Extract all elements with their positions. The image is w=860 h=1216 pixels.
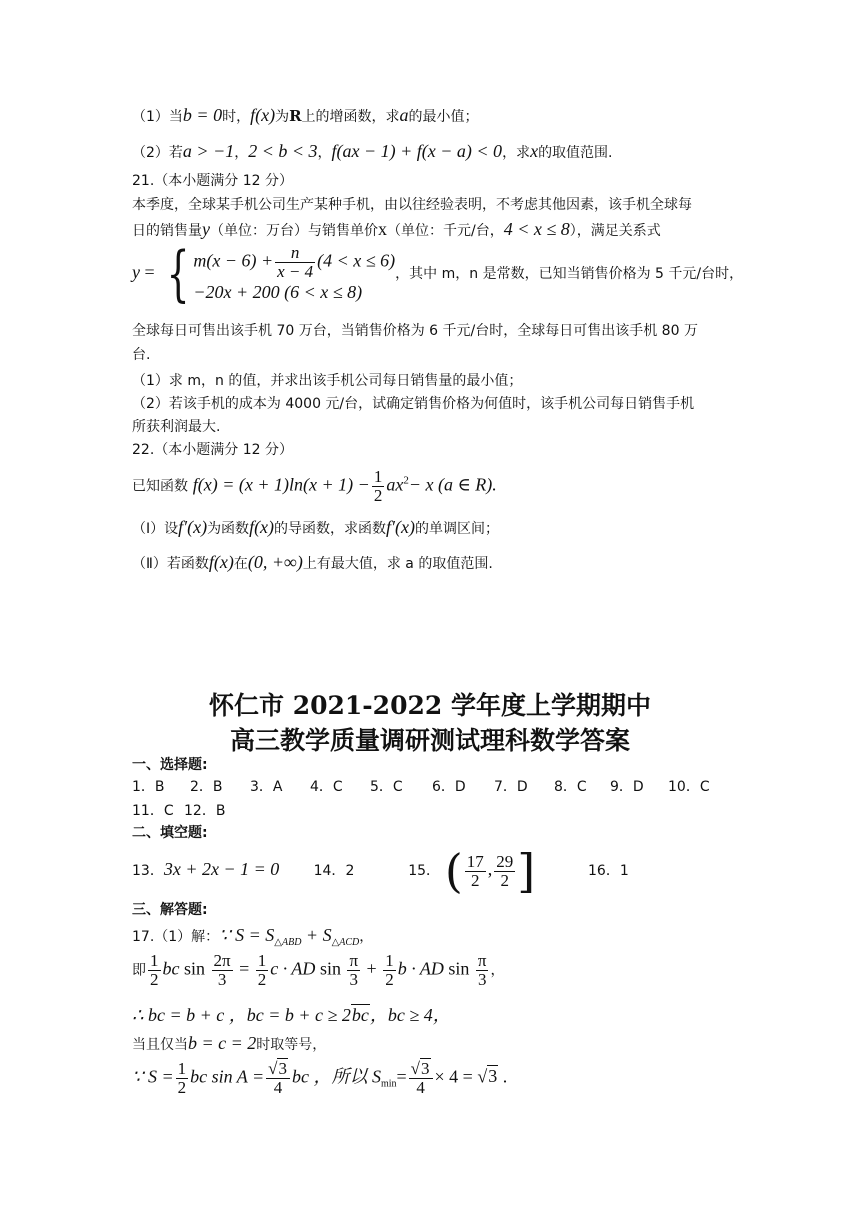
text: 为 [275,109,290,125]
mc-answer: 2．B [190,779,223,795]
half-num: 1 [373,467,383,486]
f16-answer: 1 [619,863,629,879]
q21-p2: 日的销售量y（单位：万台）与销售单价x（单位：千元/台，4 < x ≤ 8），满足关系式 [132,219,661,239]
text: 上有最大值，求 a 的取值范围. [302,556,493,572]
case1-num: n [275,244,315,263]
cond-b: 2 < b < 3 [248,141,318,161]
text: 上的增函数，求 [301,109,400,125]
half-den: 2 [373,485,383,505]
answer-title-2: 高三教学质量调研测试理科数学答案 [229,726,630,755]
section-choice: 一、选择题: [132,757,208,773]
text: 即 [132,962,146,979]
text: 时取等号， [256,1037,327,1053]
mc-answer: 5．C [370,779,403,795]
s17-expr: ∵ S = S [219,925,275,945]
inequality: f(ax − 1) + f(x − a) < 0 [331,141,503,161]
sub-min: min [380,1078,397,1090]
text: （单位：千元/台， [387,223,504,239]
equality-cond: b = c = 2 [188,1033,257,1053]
f15-label: 15． [408,863,441,879]
q22-heading: 22.（本小题满分 12 分） [132,442,293,458]
section-solve: 三、解答题: [132,902,208,918]
q20-part1 [132,106,479,124]
cond-a: a > −1 [182,141,235,161]
case1-expr: m(x − 6) + [193,250,274,271]
text: 的单调区间； [414,521,499,537]
f14-label: 14． [313,863,346,879]
cond-b0: b = 0 [182,105,223,125]
var-y: y [202,219,210,239]
text: ），满足关系式 [569,223,661,239]
f13-label: 13． [132,863,164,879]
s17-head: 17.（1）解： [132,929,220,945]
mc-row-1 [132,780,710,794]
times-four: × 4 = [434,1066,473,1087]
text: 的取值范围. [538,145,613,161]
s17-line3 [132,1006,451,1024]
mc-row-2 [132,803,225,818]
fill-answers: 13．3x + 2x − 1 = 0 14．2 15． ( $\frac{17}{2}$ , $\frac{29}{2}$ ] 16．1 [132,844,629,898]
q22-function [132,468,497,505]
fx-def: f(x) = (x + 1)ln(x + 1) − [192,474,370,495]
sqrt3: 3 [278,1059,287,1078]
text: 在 [233,556,248,572]
text: 日的销售量 [132,223,202,239]
text: （Ⅰ）设 [132,521,179,537]
interval: (0, +∞) [247,552,303,572]
real-set: R [289,107,302,125]
mc-answer: 7．D [494,779,528,795]
q20-part2: （2）若a > −1，2 < b < 3，f(ax − 1) + f(x − a) < 0，求x的取值范围. [132,141,613,161]
fx-rest: − x (a ∈ R). [408,474,497,495]
area-expr2: bc sin A = [190,1066,265,1087]
q21-heading: 21.（本小题满分 12 分） [132,173,293,189]
text: （2）若 [132,145,183,161]
text: 已知函数 [132,478,188,495]
f15-num1: 17 [466,851,484,871]
case1-den: x − 4 [277,261,314,281]
f14-answer: 2 [345,863,355,879]
text: （Ⅱ）若函数 [132,556,209,572]
area-expr: ∵ S = [132,1066,174,1087]
q21-part1: （1）求 m，n 的值，并求出该手机公司每日销售量的最小值； [132,373,523,389]
fprime: f′(x) [178,517,208,537]
f13-answer: 3x + 2x − 1 = 0 [163,859,280,879]
f16-label: 16． [588,863,620,879]
square: 2 [403,474,409,487]
s17-plus: + S [301,925,332,945]
mc-answer: 6．D [432,779,466,795]
s17-ineq: ∴ bc = b + c ，bc = b + c ≥ 2 [132,1005,351,1025]
text: 的导函数，求函数 [274,521,387,537]
mc-answer: 11．C [132,803,174,819]
s17-line1: 17.（1）解：∵ $S = S_{\triangle ABD} + S_{\triangle ACD}$， [132,925,374,948]
s17-line4 [132,1034,326,1052]
q22-part1 [132,518,499,536]
equals: = [396,1066,407,1087]
var-a: a [399,105,409,125]
sqrt3: 3 [421,1059,430,1078]
q21-piecewise: y = { m(x − 6) + $\frac{n}{x - 4}$ (4 < x ≤ 6) −20x + 200 (6 < x ≤ 8) ，其中 m，n 是常数，已知当销售价格为 5 千元/台时， [132,239,744,310]
f15-den2: 2 [500,870,510,890]
text: ，其中 m，n 是常数，已知当销售价格为 5 千元/台时， [395,266,744,283]
q21-p5: 台. [132,347,151,363]
f15-den1: 2 [471,870,480,890]
fx: f(x) [249,517,275,537]
mc-answer: 1．B [132,779,165,795]
f15-num2: 29 [496,851,514,871]
text: 当且仅当 [132,1037,188,1053]
q21-part2a: （2）若该手机的成本为 4000 元/台，试确定销售价格为何值时，该手机公司每日销售手机 [132,396,695,412]
q21-part2b: 所获利润最大. [132,419,221,435]
q20-part1-prefix: （1）当 [132,109,183,125]
var-y: y [132,262,140,283]
domain: 4 < x ≤ 8 [503,219,570,239]
q22-part2 [132,553,493,571]
period: . [498,1066,508,1087]
text: （单位：万台）与销售单价 [210,223,378,239]
sub-acd: △ACD [331,937,360,948]
section-fill: 二、填空题: [132,825,208,841]
fx: f(x) [250,105,276,125]
mc-answer: 10．C [668,779,710,795]
mc-answer: 12．B [184,803,226,819]
case2-expr: −20x + 200 (6 < x ≤ 8) [193,281,363,302]
text: ，求 [502,145,531,161]
mc-answer: 4．C [310,779,343,795]
fprime: f′(x) [386,517,415,537]
q21-p1: 本季度，全球某手机公司生产某种手机，由以往经验表明，不考虑其他因素，该手机全球每 [132,197,692,213]
s17-line2: 即 $\frac{1}{2}$ bc sin $\frac{2\pi}{3}$ = $\frac{1}{2}$ c · AD sin $\frac{\pi}{3}$ + $\frac{1}{2}$ b · AD sin $\frac{\pi}{3}$ ， [132,951,505,989]
mc-answer: 8．C [554,779,587,795]
text: 时， [222,109,251,125]
s17-line5: ∵ S = $\frac{1}{2}$ bc sin A = $\frac{√3}{4}$ bc ，所以 $S_{min}=$ $\frac{√3}{4}$ × 4 = √3 . [132,1059,508,1097]
ax: ax [386,474,404,495]
area-expr3: bc ，所以 S [291,1066,381,1087]
sub-abd: △ABD [274,937,302,948]
sqrt3: 3 [488,1066,498,1087]
text: 为函数 [207,521,250,537]
s17-ineq-end: ，bc ≥ 4， [369,1005,451,1025]
mc-answer: 3．A [250,779,283,795]
q21-p4: 全球每日可售出该手机 70 万台，当销售价格为 6 千元/台时，全球每日可售出该手机 80 万 [132,323,698,339]
sqrt-bc: bc [351,1005,369,1025]
mc-answer: 9．D [610,779,644,795]
answer-title-1: 怀仁市 2021-2022 学年度上学期期中 [209,691,651,720]
case1-cond: (4 < x ≤ 6) [317,250,396,271]
fx: f(x) [208,552,234,572]
var-x: x [530,141,539,161]
text: 的最小值； [408,109,479,125]
